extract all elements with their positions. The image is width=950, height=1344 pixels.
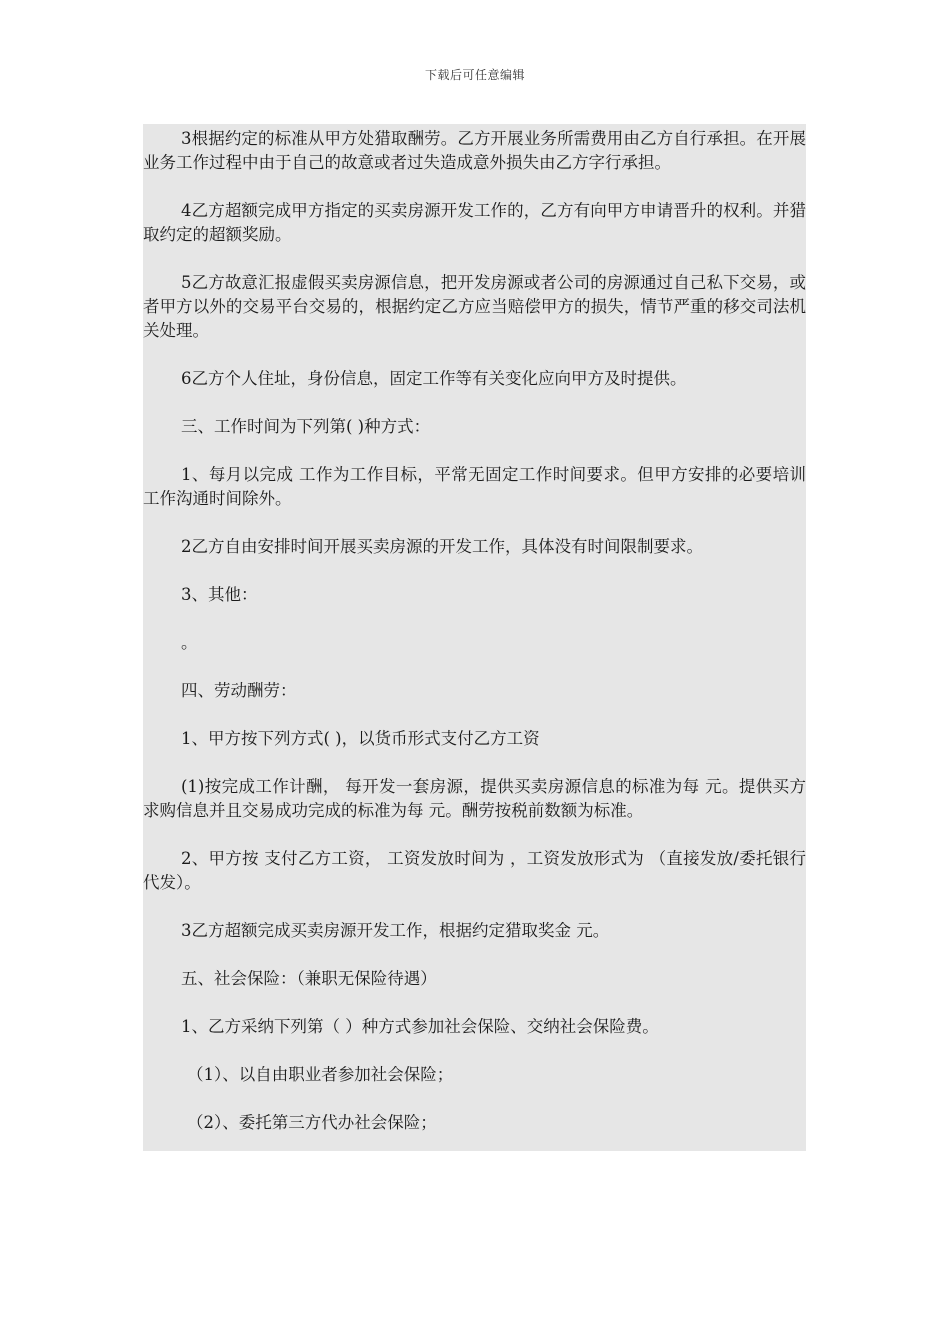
section-heading-remuneration: 四、劳动酬劳：	[181, 681, 297, 700]
paragraph-payment-method: 1、甲方按下列方式( )，以货币形式支付乙方工资	[181, 729, 540, 748]
section-heading-social-insurance: 五、社会保险：（兼职无保险待遇）	[181, 969, 437, 988]
paragraph-salary-payment: 2、甲方按 支付乙方工资， 工资发放时间为 ，工资发放形式为 （直接发放/委托银行代发）。	[143, 849, 806, 892]
paragraph-work-time-1: 1、每月以完成 工作为工作目标，平常无固定工作时间要求。但甲方安排的必要培训工作沟通时间除外。	[143, 465, 806, 508]
section-heading-work-time: 三、工作时间为下列第( )种方式：	[181, 417, 431, 436]
paragraph-bonus: 3乙方超额完成买卖房源开发工作，根据约定猎取奖金 元。	[181, 921, 610, 940]
paragraph-work-time-2: 2乙方自由安排时间开展买卖房源的开发工作，具体没有时间限制要求。	[181, 537, 703, 556]
page-header: 下载后可任意编辑	[424, 68, 525, 82]
paragraph-work-time-3: 3、其他：	[181, 585, 258, 604]
paragraph-personal-info: 6乙方个人住址，身份信息，固定工作等有关变化应向甲方及时提供。	[181, 369, 687, 388]
paragraph-promotion: 4乙方超额完成甲方指定的买卖房源开发工作的，乙方有向甲方申请晋升的权利。并猎取约定的超额奖励。	[143, 201, 806, 244]
paragraph-period: 。	[181, 633, 198, 652]
paragraph-false-report: 5乙方故意汇报虚假买卖房源信息，把开发房源或者公司的房源通过自己私下交易，或者甲方以外的交易平台交易的，根据约定乙方应当赔偿甲方的损失，情节严重的移交司法机关处理。	[143, 273, 806, 340]
paragraph-insurance-option-2: （2）、委托第三方代办社会保险；	[187, 1113, 437, 1132]
paragraph-piece-rate: (1)按完成工作计酬， 每开发一套房源，提供买卖房源信息的标准为每 元。提供买方求购信息并且交易成功完成的标准为每 元。酬劳按税前数额为标准。	[143, 777, 806, 820]
document-body	[143, 124, 806, 1151]
paragraph-insurance-method: 1、乙方采纳下列第（ ）种方式参加社会保险、交纳社会保险费。	[181, 1017, 659, 1036]
paragraph-insurance-option-1: （1）、以自由职业者参加社会保险；	[187, 1065, 454, 1084]
paragraph-reward: 3根据约定的标准从甲方处猎取酬劳。乙方开展业务所需费用由乙方自行承担。在开展业务工作过程中由于自己的故意或者过失造成意外损失由乙方字行承担。	[143, 129, 806, 172]
